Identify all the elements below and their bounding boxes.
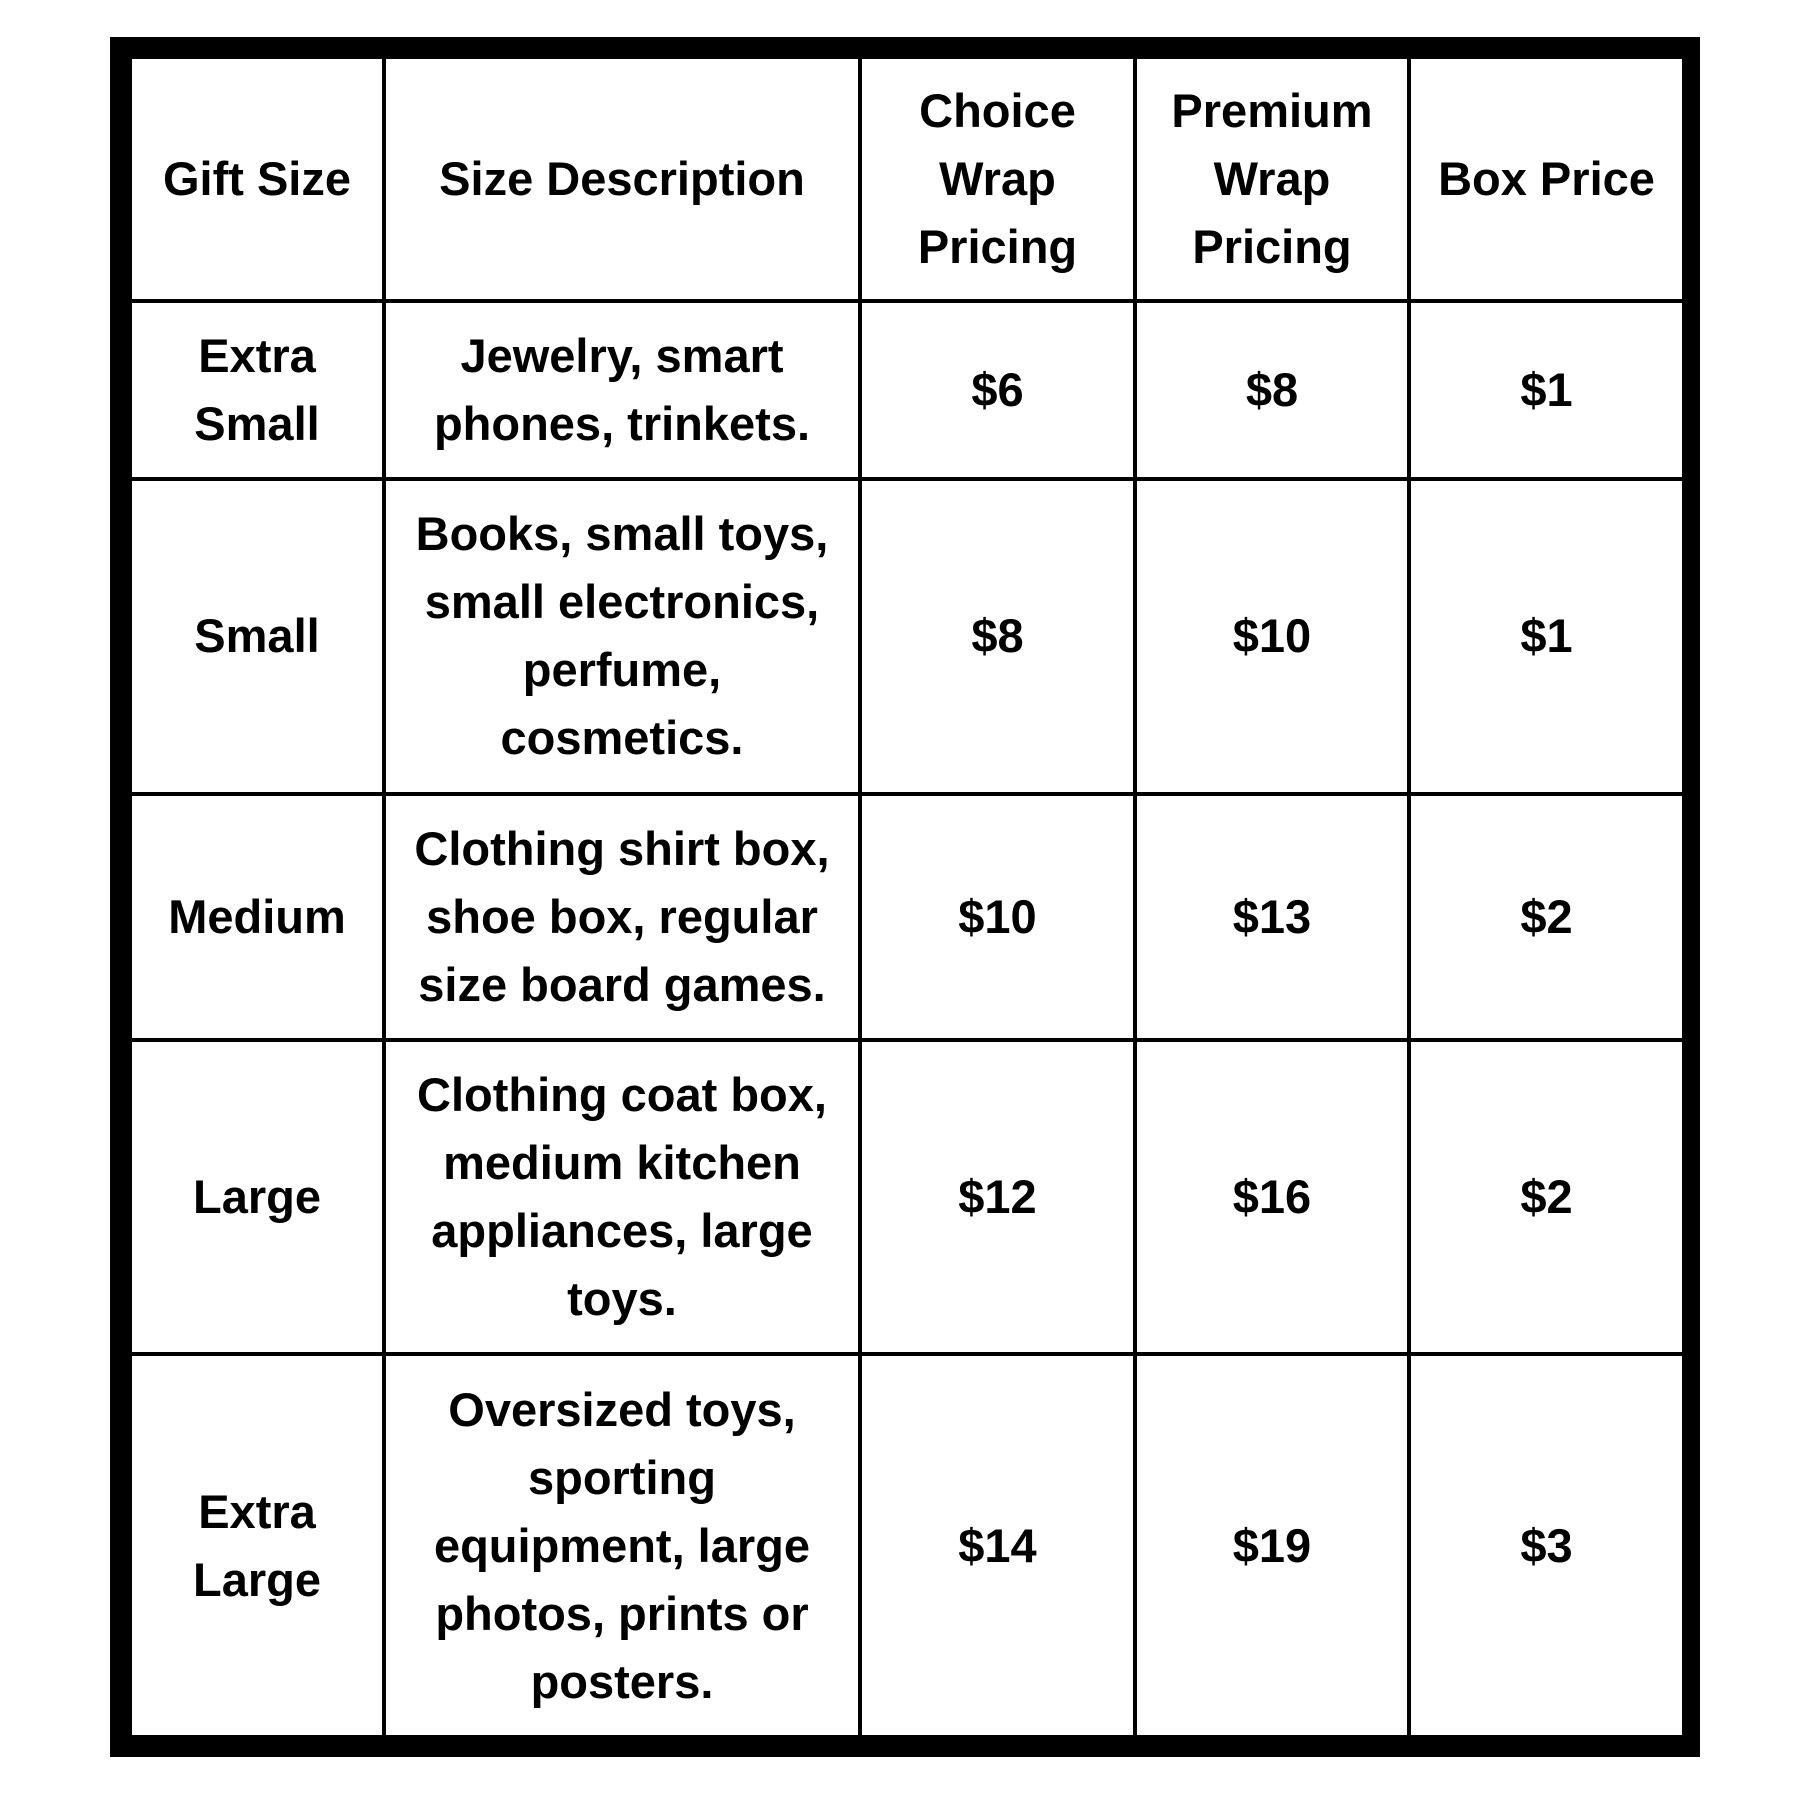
cell-size-description: Jewelry, smart phones, trinkets. [384, 301, 860, 479]
cell-choice-wrap-price: $8 [860, 479, 1135, 793]
cell-choice-wrap-price: $12 [860, 1040, 1135, 1354]
table-row [130, 1040, 1684, 1354]
table-row [130, 1354, 1684, 1737]
cell-choice-wrap-price: $14 [860, 1354, 1135, 1737]
cell-premium-wrap-price: $16 [1135, 1040, 1409, 1354]
cell-box-price: $1 [1409, 479, 1684, 793]
header-gift-size: Gift Size [130, 57, 384, 301]
cell-size-description: Oversized toys, sporting equipment, large photos, prints or posters. [384, 1354, 860, 1737]
header-choice-wrap-pricing: Choice Wrap Pricing [860, 57, 1135, 301]
table-row [130, 479, 1684, 793]
cell-box-price: $2 [1409, 1040, 1684, 1354]
cell-box-price: $2 [1409, 794, 1684, 1040]
cell-premium-wrap-price: $13 [1135, 794, 1409, 1040]
cell-box-price: $1 [1409, 301, 1684, 479]
cell-gift-size: Extra Small [130, 301, 384, 479]
cell-gift-size: Small [130, 479, 384, 793]
header-size-description: Size Description [384, 57, 860, 301]
cell-gift-size: Medium [130, 794, 384, 1040]
cell-choice-wrap-price: $10 [860, 794, 1135, 1040]
cell-choice-wrap-price: $6 [860, 301, 1135, 479]
gift-wrap-pricing-table [128, 55, 1686, 1739]
cell-size-description: Books, small toys, small electronics, perfume, cosmetics. [384, 479, 860, 793]
cell-gift-size: Extra Large [130, 1354, 384, 1737]
cell-gift-size: Large [130, 1040, 384, 1354]
pricing-table-frame [110, 37, 1700, 1757]
header-premium-wrap-pricing: Premium Wrap Pricing [1135, 57, 1409, 301]
cell-premium-wrap-price: $10 [1135, 479, 1409, 793]
table-row [130, 301, 1684, 479]
header-box-price: Box Price [1409, 57, 1684, 301]
header-row [130, 57, 1684, 301]
cell-size-description: Clothing coat box, medium kitchen appliances, large toys. [384, 1040, 860, 1354]
table-row [130, 794, 1684, 1040]
cell-premium-wrap-price: $8 [1135, 301, 1409, 479]
cell-box-price: $3 [1409, 1354, 1684, 1737]
cell-premium-wrap-price: $19 [1135, 1354, 1409, 1737]
cell-size-description: Clothing shirt box, shoe box, regular size board games. [384, 794, 860, 1040]
